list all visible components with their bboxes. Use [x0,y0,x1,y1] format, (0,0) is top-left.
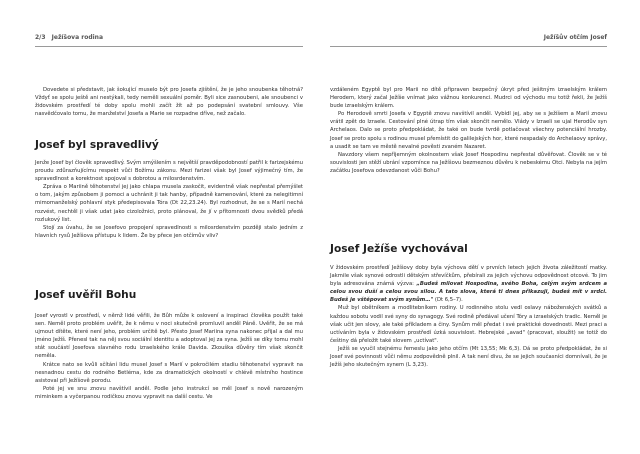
paragraph: Krátce nato se kvůli sčítání lidu musel Josef s Marií v pokročilém stadiu těhotenství vypravit na nesnadnou cestu do rodného Betléma, kde za dramatických okolností v chlévě místního hostince asistoval při Ježíšově porodu. [35,361,303,384]
paragraph: Muž byl obětníkem a modlitebníkem rodiny. U rodinného stolu vedl oslavy náboženských svátků a každou sobotu vodil své syny do synagogy. Své rodině předával učení Tóry a izraelských tradic. Neměl je však učit jen slovy, ale také příkladem a činy. Synům měl předat i své praktické dovednosti. Mezi praci a uctíváním byla v židovském prostředí úzká souvislost. Hebrejské „avad" (pracovat, sloužit) se totiž do češtiny dá přeložit také slovem „uctívat". [330,305,607,344]
left-intro [35,86,303,118]
paragraph: Stojí za úvahu, že se Josefovo propojení spravedlnosti s milosrdenstvím později stalo jedním z hlavních rysů Ježíšova přístupu k lidem. Že by přece jen otčímův vliv? [35,224,303,239]
left-section-2 [35,312,303,401]
left-page [35,0,303,454]
right-running-head [330,34,607,44]
right-page [330,0,607,454]
running-title-right: Ježíšův otčím Josef [543,34,607,41]
left-running-head [35,34,303,44]
left-section-1 [35,159,303,240]
paragraph: Jenže Josef byl člověk spravedlivý. Svým smýšlením s největší pravděpodobností patřil k farizejskému proudu zdůrazňujícímu respekt vůči Božímu zákonu. Mezi farizei však byl Josef výjimečný tím, že spravedlnost a korektnost spojoval s dobrotou a milosrdenstvím. [35,160,303,183]
paragraph: Dovedete si představit, jak šokující muselo být pro Josefa zjištění, že je jeho snoubenka těhotná? Vždyť se spolu ještě ani nestýkali, tedy neměli sexuální poměr. Byli sice zasnoubeni, ale snoubenci v židovském prostředí té doby spolu mohli začít žít až po podepsání svatební smlouvy. Vše nasvědčovalo tomu, že manželství Josefa a Marie se rozpadne dříve, než začalo. [35,87,303,118]
section-heading: Josef uvěřil Bohu [35,289,137,301]
right-intro [330,86,607,175]
page-number: 2/3 [35,34,46,41]
running-title-left: Ježíšova rodina [51,34,103,41]
paragraph: Josef vyrostl v prostředí, v němž lidé věřili, že Bůh může k oslovení a inspiraci člověka použít také sen. Neměl proto problém uvěřit, že k němu v noci skutečně promluvil anděl Páně. Uvěřit, že se má ujmout dítěte, které není jeho, problém určitě byl. Přesto Josef Mariina syna nakonec přijal a dal mu jméno Ježíš. Přenesl tak na něj svou sociální identitu a adoptoval jej za syna. Ježíš se díky tomu mohl stát součástí Josefova slavného rodu izraelského krále Davida. Zkouška důvěry tím však skončit neměla. [35,313,303,360]
section-heading: Josef byl spravedlivý [35,139,159,151]
paragraph: Po Herodově smrti Josefa v Egyptě znovu navštívil anděl. Vybídl jej, aby se s Ježíšem a Marií znovu vrátil zpět do Izraele. Cestování plné útrap tím však skončit nemělo. Vlády v Izraeli se ujal Herodův syn Archelaos. Dalo se proto předpokládat, že také on bude tvrdě potlačovat všechny potenciální hrozby. Josef se proto spolu s rodinou musel přemístit do galilejských hor, které nespadaly do Archelaovy správy, a usadit se tam ve městě nevalné pověsti zvaném Nazaret. [330,111,607,150]
paragraph-text: V židovském prostředí Ježíšovy doby byla výchova dětí v prvních letech jejich života záležitostí matky. Jakmile však synové odrostli dětským střevíčkům, přebírali za jejich výchovu odpovědnost otcové. To jim byla adresována známá výzva: [330,265,607,288]
paragraph: Navzdory všem nepříjemným okolnostem však Josef Hospodinu nepřestal důvěřovat. Člověk se v té souvislosti jen stěží ubrání vzpomínce na Ježíšovu bezmeznou důvěru k nebeskému Otci. Nebyla na jejím začátku Josefova odevzdanost vůči Bohu? [330,151,607,174]
header-rule-right [330,46,607,47]
paragraph: Ježíš se vyučil stejnému řemeslu jako jeho otčím (Mt 13,55; Mk 6,3). Dá se proto předpokládat, že si Josef své povinnosti vůči němu zodpovědně plnil. A tak není divu, že se jejich současníci domnívali, že je Ježíš jeho skutečným synem (L 3,23). [330,345,607,369]
quote-reference: (Dt 6,5–7). [433,297,463,304]
paragraph: vzdáleném Egyptě byl pro Marii no dítě připraven bezpečný úkryt před ješitným izraelským králem Herodem, který začal Ježíše vnímat jako vážnou konkurenci. Mudrci od východu mu totiž řekli, že Ježíš bude izraelským králem. [330,87,607,110]
bible-quote: „Budeš milovat Hospodina, svého Boha, celým svým srdcem a celou svou duší a celou svou silou. A tato slova, která ti dnes přikazuji, budeš mít v srdci. Budeš je vštěpovat svým synům…" [330,281,607,304]
header-rule-left [35,46,303,47]
section-heading: Josef Ježíše vychovával [330,243,468,255]
paragraph: Poté jej ve snu znovu navštívil anděl. Podle jeho instrukcí se měl Josef s nově narozeným miminkem a vyčerpanou rodičkou znovu vypravit na další cestu. Ve [35,385,303,400]
paragraph: Zpráva o Mariině těhotenství jej jako chlapa musela zaskočit, evidentně však nepřestal přemýšlet o tom, jakým způsobem ji pomoci a uchránit ji tak hanby, případně kamenování, které za nelegitimní mimomanželský pohlavní styk předepisovala Tóra (Dt 22,23.24). Byl rozhodnut, že se s Marií nechá rozvést, nechtěl ji však udat jako cizoložnici, proto plánoval, že jí v přítomnosti dvou svědků předá rozlukový list. [35,184,303,223]
right-section [330,264,607,369]
paragraph [330,264,607,304]
